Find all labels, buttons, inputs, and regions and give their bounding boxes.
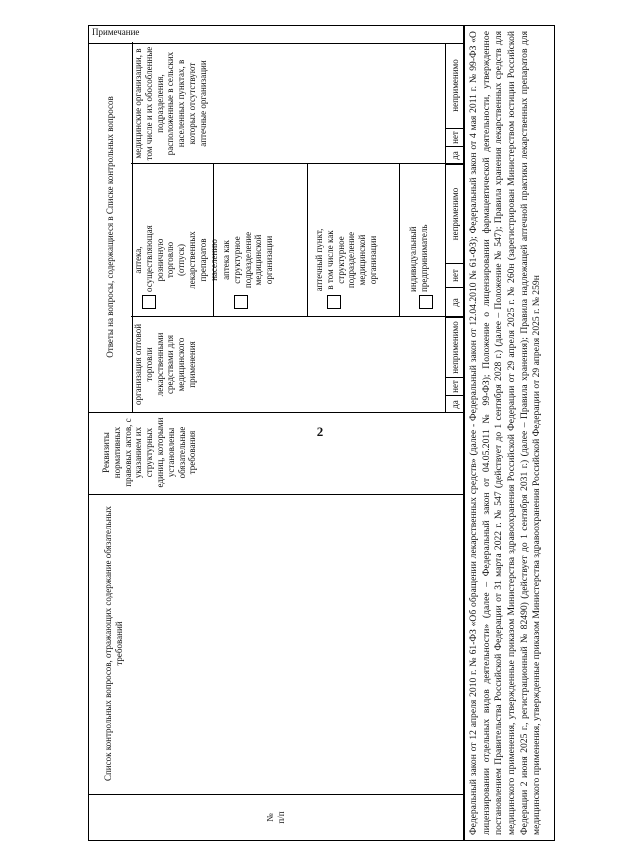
pharmacy-no: нет [446, 263, 465, 287]
org-wholesale-label: организация оптовой торговли лекарственными средствами для медицинского применения [133, 323, 197, 406]
pharmacy-structural-checkbox[interactable] [234, 295, 248, 309]
footer-legal-text: Федеральный закон от 12 апреля 2010 г. № 61-ФЗ «Об обращении лекарственных средств» (далее - Федеральный закон от 12.04.2010 № 61-ФЗ); Федеральный закон от 4 мая 2011 г. № 99-ФЗ «О лицензировании отдельных видов деятельности» (далее – Федеральный закон от 04.05.2011 № 99-ФЗ); Положение о лицензировании фармацевтической деятельности, утвержденное постановлением Правительства Российской Федерации от 31 марта 2022 г. № 547 (действует до 1 сентября 2028 г.) (далее – Положение № 547); Правила хранения лекарственных средств для медицинского применения, утвержденные приказом Министерства здравоохранения Российской Федерации от 29 апреля 2025 г. № 260н (зарегистрирован Министерством юстиции Российской Федерации 2 июня 2025 г., регистрационный № 82490) (действует до 1 сентября 2031 г.) (далее – Правила хранения); Правила надлежащей аптечной практики лекарственных препаратов для медицинского применения, утвержденные приказом Министерства здравоохранения Российской Федерации от 29 апреля 2025 г. № 259н [464, 25, 555, 841]
org-pharmacy-structural-label: аптека как структурное подразделение медицинской организации [221, 231, 275, 289]
pharmacy-na: неприменимо [446, 164, 465, 263]
group-medical [131, 43, 464, 164]
medical-na: неприменимо [450, 59, 461, 112]
column-number-label: № п/п [265, 811, 286, 824]
group-wholesale [131, 316, 464, 413]
column-note-header [88, 25, 464, 44]
org-medical-label: медицинские организации, в том числе и их обособленные подразделения, расположенные в сельских населенных пунктах, в которых отсутствуют аптечные организации [133, 46, 208, 161]
wholesale-yes: да [446, 395, 465, 413]
answer-subheader-row [445, 43, 464, 413]
page-number: 2 [316, 424, 324, 439]
medical-yes: да [446, 146, 465, 164]
column-questions-header [88, 494, 464, 795]
pharmacy-point-checkbox[interactable] [327, 295, 341, 309]
column-requisites-label: Реквизиты нормативных правовых актов, с указанием их структурных единиц, которыми установлены обязательные требования [101, 417, 198, 488]
org-pharmacy-label: аптека, осуществляющая розничную торговлю (отпуск) лекарственных препаратов населению [133, 225, 219, 292]
column-answers-label: Ответы на вопросы, содержащиеся в Списке контрольных вопросов [89, 42, 133, 412]
column-number-header [88, 794, 464, 841]
org-pharmacy-point-label: аптечный пункт, в том числе как структурное подразделение медицинской организации [314, 228, 378, 292]
wholesale-na: неприменимо [446, 317, 465, 377]
column-requisites-header [88, 412, 464, 495]
rotated-page-content [88, 25, 555, 841]
column-note-label: Примечание [92, 27, 140, 37]
column-questions-label: Список контрольных вопросов, отражающих содержание обязательных требований [103, 505, 124, 782]
medical-no: нет [446, 128, 465, 146]
group-pharmacy [131, 163, 464, 317]
wholesale-no: нет [446, 377, 465, 395]
entrepreneur-checkbox[interactable] [419, 295, 433, 309]
org-entrepreneur-label: индивидуальный предприниматель [408, 224, 429, 292]
pharmacy-yes: да [446, 287, 465, 317]
pharmacy-checkbox[interactable] [142, 295, 156, 309]
